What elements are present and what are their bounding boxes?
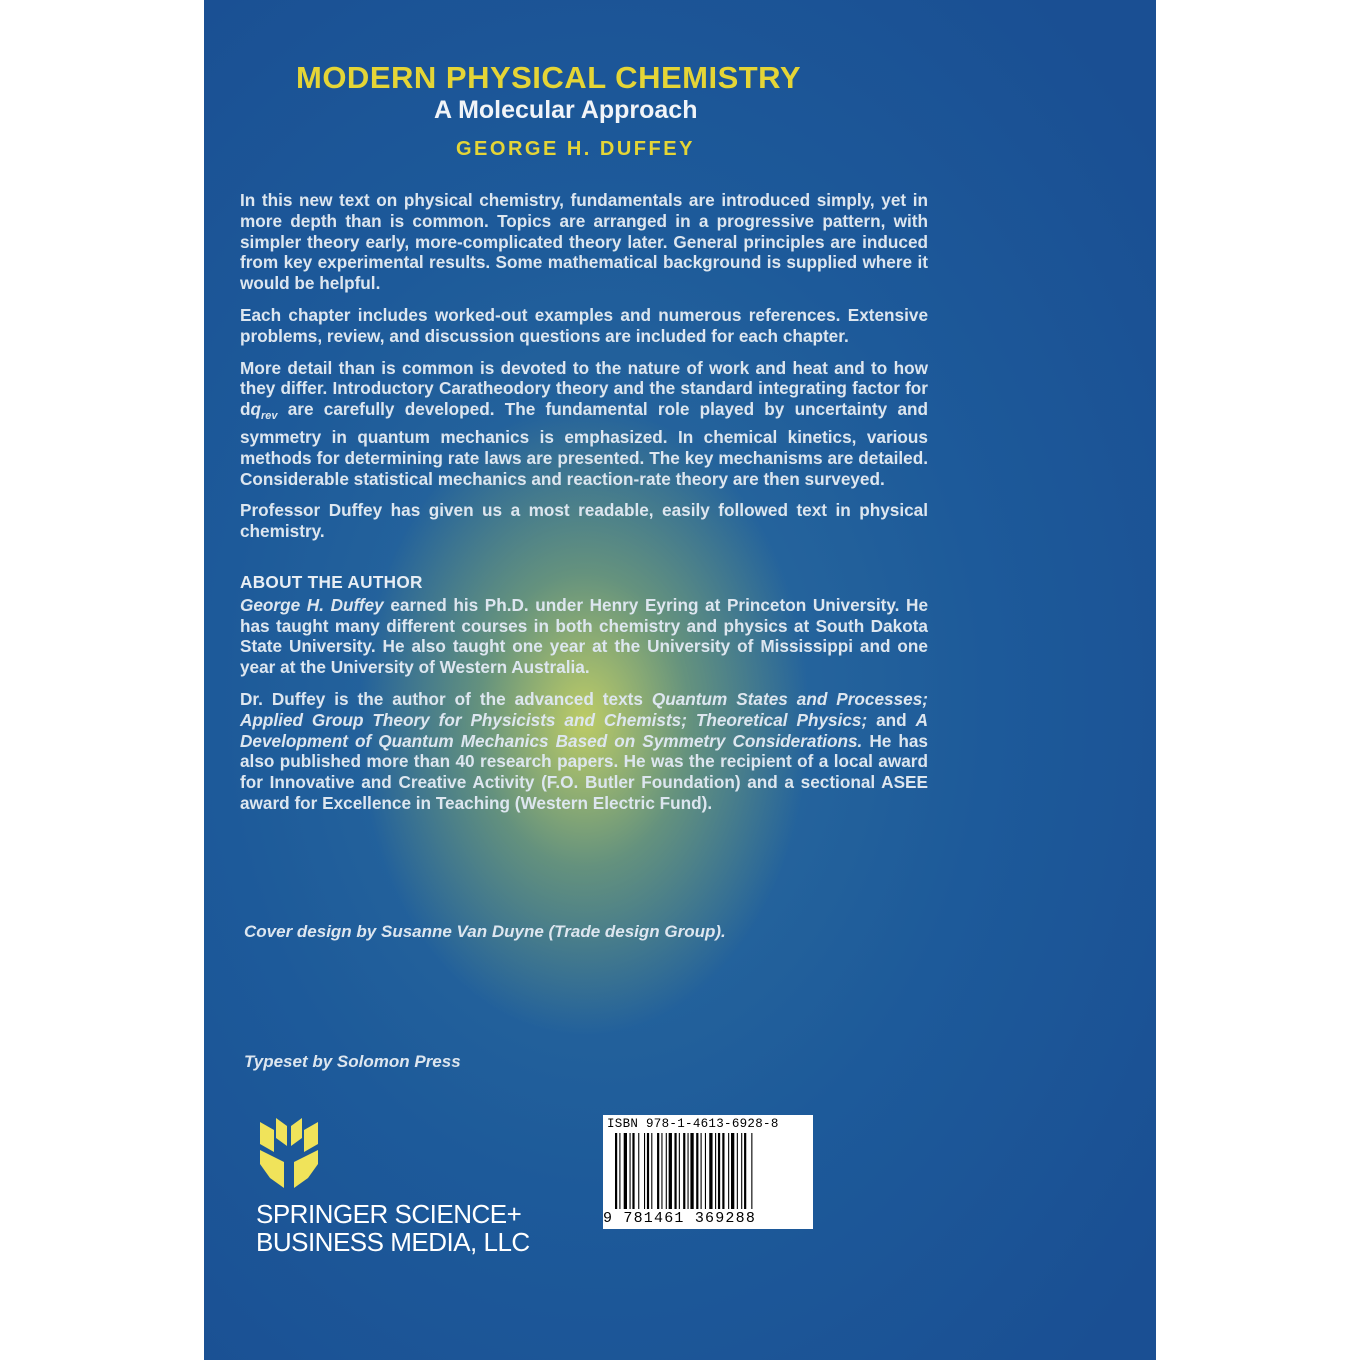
rev-subscript: rev [261,410,278,423]
barcode-bars-icon [615,1133,805,1209]
book-subtitle: A Molecular Approach [434,96,698,124]
about-author-heading: ABOUT THE AUTHOR [240,571,423,592]
isbn-digits: 9 781461 369288 [603,1210,757,1227]
publisher-line-2: BUSINESS MEDIA, LLC [256,1227,530,1257]
publisher-name [256,1200,530,1256]
blurb-paragraph-2: Each chapter includes worked-out examples and numerous references. Extensive problems, review, and discussion questions are included for each chapter. [240,304,928,346]
isbn-barcode [603,1115,813,1229]
heat-symbol: q [250,399,261,420]
about-paragraph-1-rest: earned his Ph.D. under Henry Eyring at Princeton University. He has taught many different courses in both chemistry and physics at South Dakota State University. He also taught one year at the University of Mississippi and one year at the University of Western Australia. [240,594,929,678]
springer-logo-icon [254,1112,324,1192]
book-titles-2: A Development of Quantum Mechanics Based on Symmetry Considerations. [240,709,928,751]
about-paragraph-2 [240,689,928,814]
book-titles-1: Quantum States and Processes; Applied Group Theory for Physicists and Chemists; Theoretical Physics; [240,688,928,730]
typeset-credit: Typeset by Solomon Press [244,1052,461,1071]
about-and: and [867,709,916,730]
blurb [240,190,928,825]
blurb-paragraph-3-a: More detail than is common is devoted to the nature of work and heat and to how they differ. Introductory Caratheodory theory and the standard integrating factor for d [240,357,928,420]
isbn-label: ISBN 978-1-4613-6928-8 [607,1117,779,1131]
blurb-paragraph-1: In this new text on physical chemistry, fundamentals are introduced simply, yet in more depth than is common. Topics are arranged in a progressive pattern, with simpler theory early, more-complicated theory later. General principles are induced from key experimental results. Some mathematical background is supplied where it would be helpful. [240,190,928,294]
book-back-cover [204,0,1156,1360]
book-title: MODERN PHYSICAL CHEMISTRY [296,60,802,95]
publisher-line-1: SPRINGER SCIENCE+ [256,1199,522,1229]
about-paragraph-2-a: Dr. Duffey is the author of the advanced texts [240,688,652,709]
author-name: George H. Duffey [240,594,384,615]
blurb-paragraph-4: Professor Duffey has given us a most readable, easily followed text in physical chemistry. [240,500,928,542]
book-author: GEORGE H. DUFFEY [456,138,695,160]
blurb-paragraph-3 [240,358,928,490]
about-paragraph-2-b: He has also published more than 40 research papers. He was the recipient of a local award for Innovative and Creative Activity (F.O. Butler Foundation) and a sectional ASEE award for Excellence in Teaching (Western Electric Fund). [240,730,928,813]
blurb-paragraph-3-b: are carefully developed. The fundamental role played by uncertainty and symmetry in quantum mechanics is emphasized. In chemical kinetics, various methods for determining rate laws are presented. The key mechanisms are detailed. Considerable statistical mechanics and reaction-rate theory are then surveyed. [240,399,928,489]
about-paragraph-1 [240,595,928,678]
cover-design-credit: Cover design by Susanne Van Duyne (Trade design Group). [244,922,726,941]
